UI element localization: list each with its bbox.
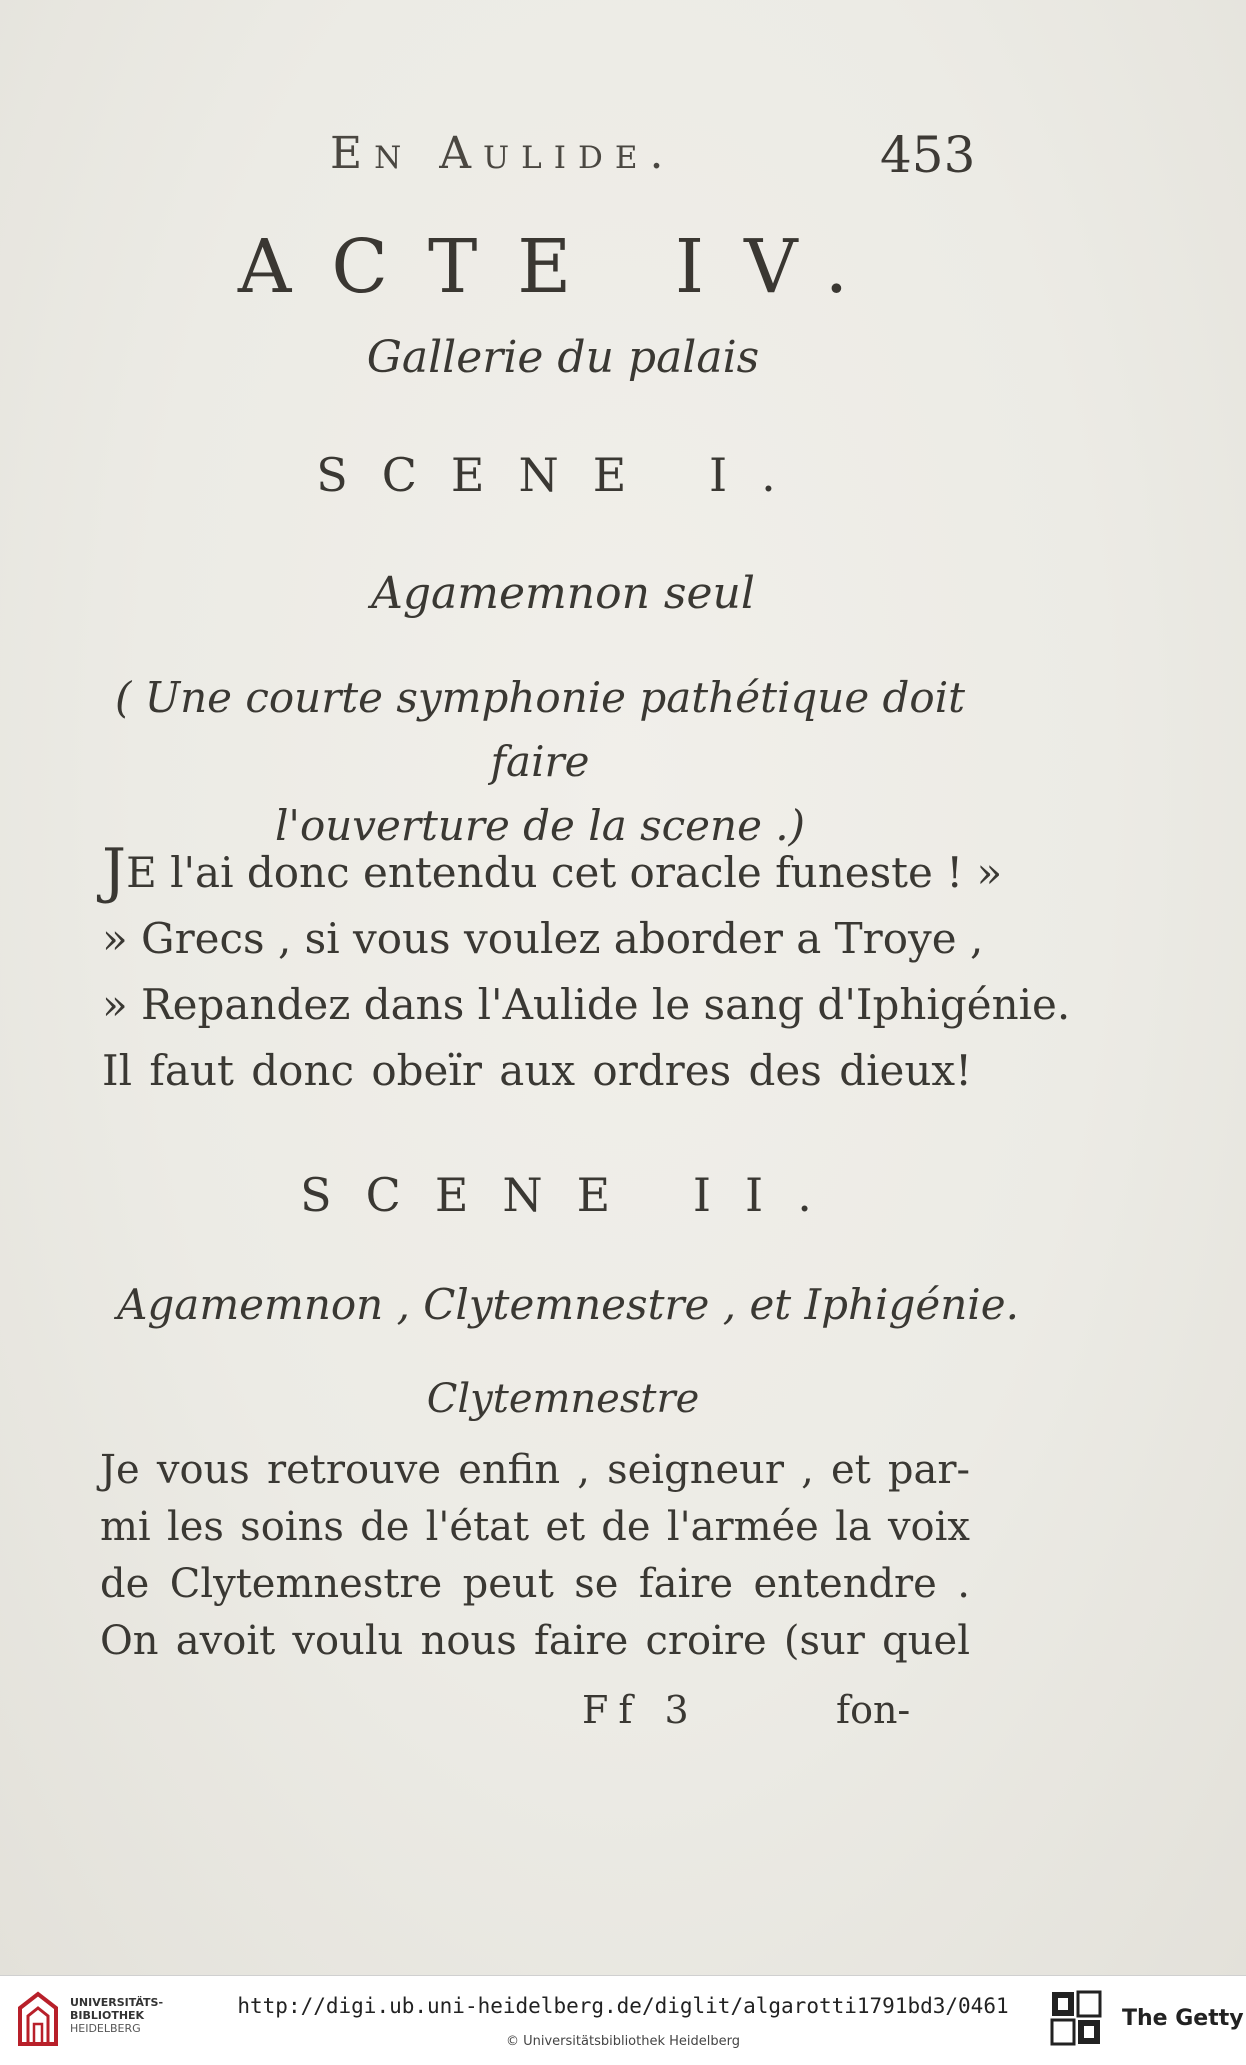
verse-line-text: E l'ai donc entendu cet oracle funeste ! » bbox=[126, 848, 1003, 897]
speech-line: mi les soins de l'état et de l'armée la voix bbox=[100, 1504, 970, 1550]
stage-direction-line: l'ouverture de la scene .) bbox=[274, 801, 806, 850]
getty-logo-icon bbox=[1050, 1990, 1102, 2048]
partner-name: The Getty bbox=[1122, 2006, 1244, 2031]
library-name-line: BIBLIOTHEK bbox=[70, 2009, 145, 2022]
scene-2-characters: Agamemnon , Clytemnestre , et Iphigénie. bbox=[117, 1280, 1019, 1329]
scene-1-heading: SCENE I. bbox=[316, 448, 810, 502]
act-title: ACTE IV. bbox=[237, 224, 889, 310]
verse-line-4: Il faut donc obeïr aux ordres des dieux! bbox=[102, 1046, 972, 1095]
verse-line-1 bbox=[102, 836, 1003, 906]
library-name-line: UNIVERSITÄTS- bbox=[70, 1996, 164, 2009]
speaker-name: Clytemnestre bbox=[426, 1376, 700, 1422]
signature-mark: Ff 3 bbox=[582, 1688, 699, 1732]
speech-line: de Clytemnestre peut se faire entendre . bbox=[100, 1561, 970, 1607]
drop-cap: J bbox=[102, 836, 127, 906]
speech-line: On avoit voulu nous faire croire (sur quel bbox=[100, 1618, 970, 1664]
copyright-notice: © Universitätsbibliothek Heidelberg bbox=[505, 2034, 740, 2049]
stage-direction-line: ( Une courte symphonie pathétique doit faire bbox=[114, 673, 966, 786]
speech-block bbox=[100, 1442, 970, 1670]
library-name-line: HEIDELBERG bbox=[70, 2022, 141, 2035]
viewer-footer bbox=[0, 1975, 1246, 2065]
scene-2-heading: SCENE II. bbox=[300, 1168, 846, 1222]
running-head: En Aulide. bbox=[330, 128, 676, 179]
verse-line-3: » Repandez dans l'Aulide le sang d'Iphigénie. bbox=[102, 980, 1071, 1029]
verse-line-2: » Grecs , si vous voulez aborder a Troye , bbox=[102, 914, 984, 963]
scene-setting: Gallerie du palais bbox=[366, 332, 760, 383]
speech-line: Je vous retrouve enfin , seigneur , et par- bbox=[100, 1447, 970, 1493]
verse-block bbox=[102, 836, 1071, 1104]
stage-direction bbox=[100, 666, 980, 858]
scene-1-characters: Agamemnon seul bbox=[371, 568, 755, 619]
permalink-url[interactable]: http://digi.ub.uni-heidelberg.de/diglit/algarotti1791bd3/0461 bbox=[237, 1994, 1009, 2018]
catchword: fon- bbox=[836, 1688, 911, 1732]
page-number: 453 bbox=[880, 126, 976, 184]
